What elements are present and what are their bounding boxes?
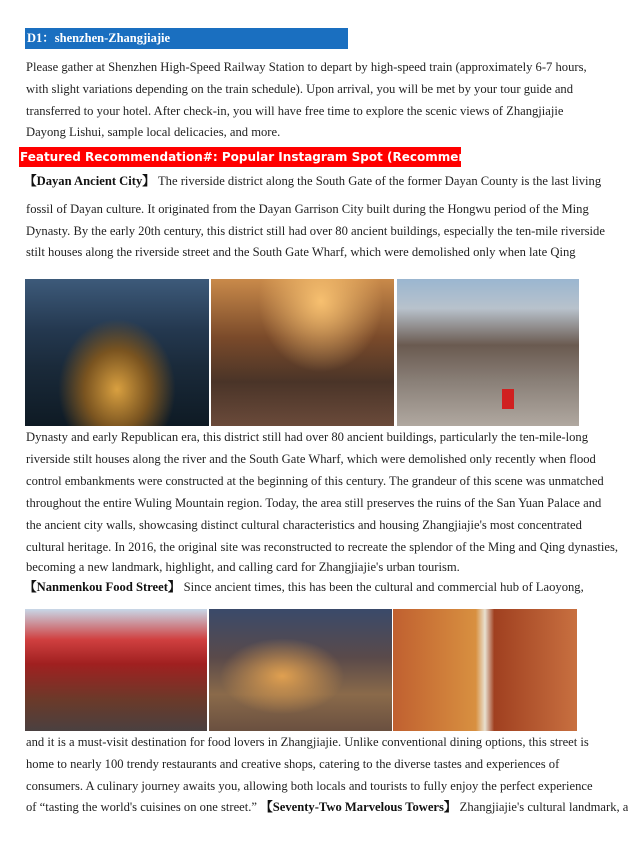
- featured-banner: Featured Recommendation#: Popular Instagram Spot (Recommendation: [19, 147, 461, 167]
- nanmenkou-text: of “tasting the world's cuisines on one street.”: [26, 800, 261, 814]
- food-street-night-photo: [209, 609, 392, 731]
- dayan-title: 【Dayan Ancient City】: [24, 174, 155, 188]
- nanmenkou-last-line: [26, 799, 628, 815]
- towers-text: Zhangjiajie's cultural landmark, a: [456, 800, 628, 814]
- dayan-text: The riverside district along the South Gate of the former Dayan County is the last living: [154, 174, 602, 188]
- intro-line: Dayong Lishui, sample local delicacies, and more.: [26, 125, 281, 139]
- nanmenkou-line: consumers. A culinary journey awaits you, allowing both locals and tourists to fully enjoy the perfect experience: [26, 779, 593, 793]
- dayan-line: becoming a new landmark, highlight, and calling card for Zhangjiajie's urban tourism.: [26, 560, 460, 574]
- nanmenkou-line: and it is a must-visit destination for food lovers in Zhangjiajie. Unlike conventional dining options, this street is: [26, 735, 589, 749]
- local-dishes-photo: [393, 609, 577, 731]
- dayan-line: the ancient city walls, showcasing distinct cultural characteristics and housing Zhangjiajie's most concentrated: [26, 518, 582, 532]
- dayan-line: fossil of Dayan culture. It originated from the Dayan Garrison City built during the Hongwu period of the Ming: [26, 202, 589, 216]
- intro-line: transferred to your hotel. After check-in, you will have free time to explore the scenic views of Zhangjiajie: [26, 104, 564, 118]
- dayan-line: throughout the entire Wuling Mountain region. Today, the area still preserves the ruins of the San Yuan Palace and: [26, 496, 602, 510]
- dayan-line: cultural heritage. In 2016, the original site was reconstructed to recreate the splendor of the Ming and Qing dynasties,: [26, 540, 619, 554]
- dayan-night-photo: [25, 279, 209, 426]
- dayan-architecture-photo: [211, 279, 394, 426]
- dayan-line: control embankments were constructed at the beginning of this century. The grandeur of this scene was unmatched: [26, 474, 604, 488]
- intro-line: with slight variations depending on the train schedule). Upon arrival, you will be met by your tour guide and: [26, 82, 574, 96]
- nanmenkou-text: Since ancient times, this has been the cultural and commercial hub of Laoyong,: [180, 580, 584, 594]
- nanmenkou-title: 【Nanmenkou Food Street】: [24, 580, 181, 594]
- dayan-street-photo: [397, 279, 579, 426]
- intro-line: Please gather at Shenzhen High-Speed Railway Station to depart by high-speed train (approximately 6-7 hours,: [26, 60, 587, 74]
- dayan-line: Dynasty. By the early 20th century, this district still had over 80 ancient buildings, especially the ten-mile riverside: [26, 224, 605, 238]
- towers-title: 【Seventy-Two Marvelous Towers】: [260, 800, 457, 814]
- dayan-first-line: [24, 173, 601, 189]
- dayan-line: Dynasty and early Republican era, this district still had over 80 ancient buildings, particularly the ten-mile-long: [26, 430, 589, 444]
- dayan-line: riverside stilt houses along the river and the South Gate Wharf, which were demolished only recently when flood: [26, 452, 596, 466]
- day-header: D1：shenzhen-Zhangjiajie: [25, 28, 348, 49]
- dayan-line: stilt houses along the riverside street and the South Gate Wharf, which were demolished only when late Qing: [26, 245, 576, 259]
- nanmenkou-line: home to nearly 100 trendy restaurants and creative shops, catering to the diverse tastes and experiences of: [26, 757, 560, 771]
- food-street-gate-photo: [25, 609, 207, 731]
- nanmenkou-first-line: [24, 579, 584, 595]
